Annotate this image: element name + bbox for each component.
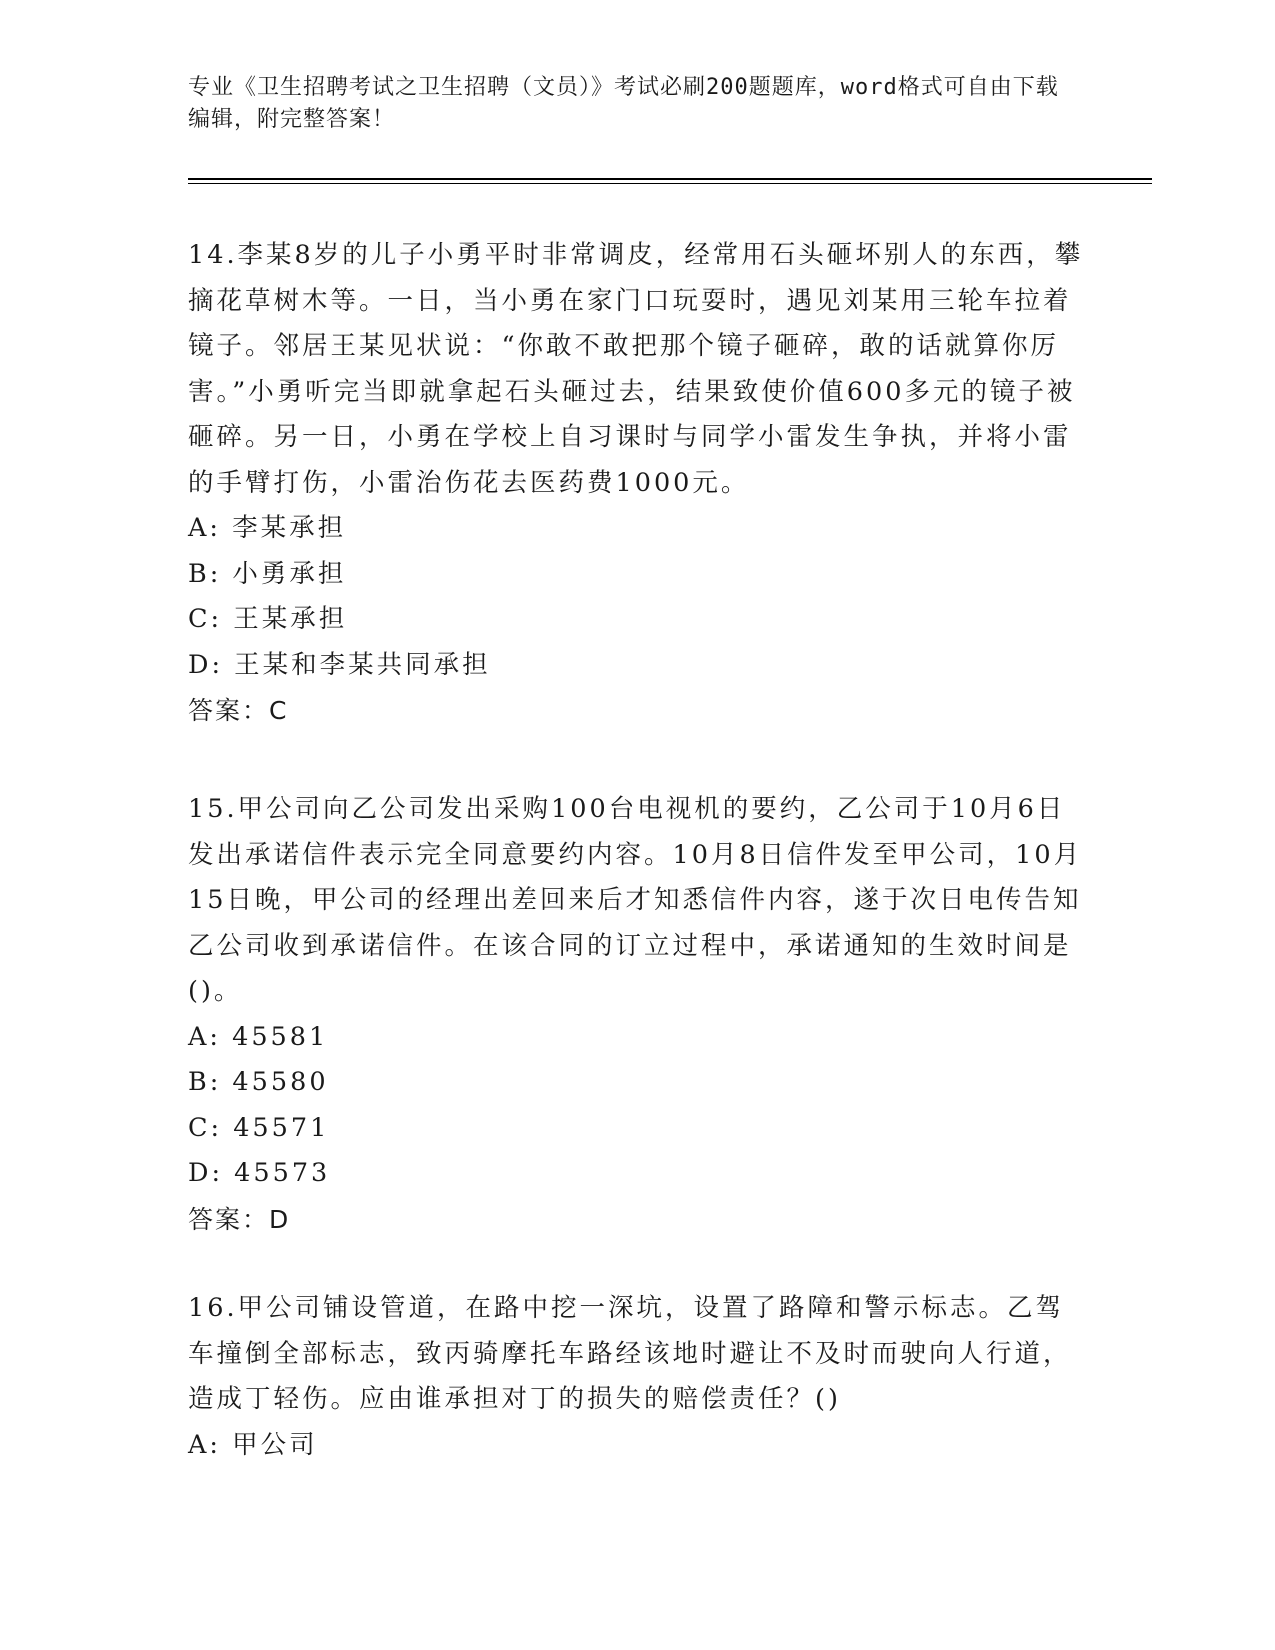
- option-d: D: 王某和李某共同承担: [188, 649, 491, 680]
- option-a: A: 李某承担: [188, 513, 347, 543]
- question-stem: 14.李某8岁的儿子小勇平时非常调皮，经常用石头砸坏别人的东西，攀摘花草树木等。一日，当小勇在家门口玩耍时，遇见刘某用三轮车拉着镜子。邻居王某见状说：“你敢不敢把那个镜子砸碎，敢的话就算你厉害。”小勇听完当即就拿起石头砸过去，结果致使价值600多元的镜子被砸碎。另一日，小勇在学校上自习课时与同学小雷发生争执，并将小雷的手臂打伤，小雷治伤花去医药费1000元。: [188, 240, 1084, 498]
- option-b: B: 45580: [188, 1067, 329, 1097]
- header-divider: [188, 178, 1152, 180]
- option-a: A: 甲公司: [188, 1429, 318, 1460]
- option-c: C: 45571: [188, 1112, 330, 1143]
- option-d: D: 45573: [188, 1158, 331, 1188]
- question-stem: 16.甲公司铺设管道，在路中挖一深坑，设置了路障和警示标志。乙驾车撞倒全部标志，致丙骑摩托车路经该地时避让不及时而驶向人行道，造成丁轻伤。应由谁承担对丁的损失的赔偿责任？(): [188, 1293, 1072, 1414]
- question-16: [188, 1286, 1088, 1468]
- option-b: B: 小勇承担: [188, 558, 347, 589]
- option-c: C: 王某承担: [188, 604, 348, 634]
- document-header: 专业《卫生招聘考试之卫生招聘（文员）》考试必刷200题题库，word格式可自由下载编辑，附完整答案！: [188, 75, 1059, 132]
- answer-label: 答案：D: [188, 1204, 291, 1234]
- question-stem: 15.甲公司向乙公司发出采购100台电视机的要约，乙公司于10月6日发出承诺信件表示完全同意要约内容。10月8日信件发至甲公司，10月15日晚，甲公司的经理出差回来后才知悉信件内容，遂于次日电传告知乙公司收到承诺信件。在该合同的订立过程中，承诺通知的生效时间是()。: [188, 794, 1083, 1006]
- question-15: [188, 787, 1088, 1242]
- option-a: A: 45581: [188, 1021, 329, 1052]
- header-divider-thin: [188, 183, 1152, 184]
- question-14: [188, 233, 1088, 734]
- answer-label: 答案：C: [188, 696, 289, 725]
